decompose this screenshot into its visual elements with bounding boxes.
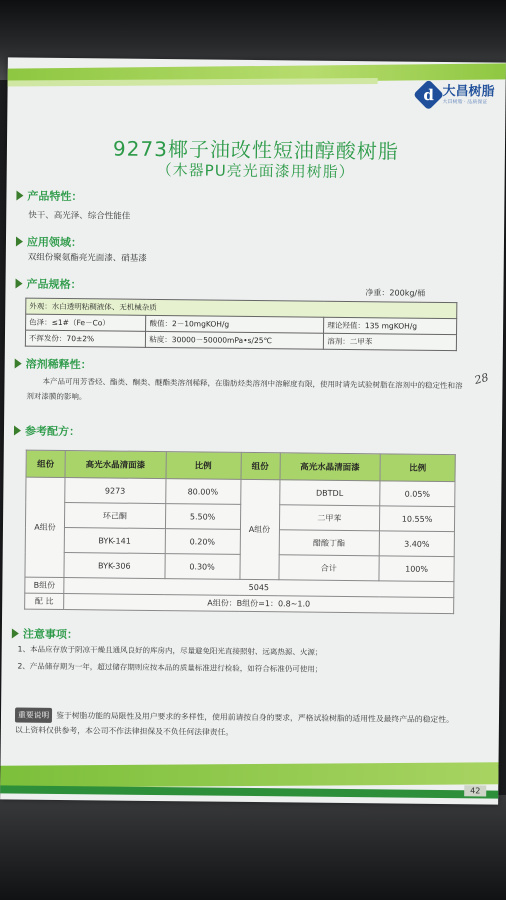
group-b-label: B组份 — [25, 577, 64, 593]
component-name: BYK-141 — [64, 528, 165, 554]
header-cell: 比例 — [380, 454, 455, 482]
component-ratio: 5.50% — [165, 504, 240, 530]
product-subtitle: （木器PU亮光面漆用树脂） — [156, 160, 355, 182]
spec-appearance: 外观：水白透明粘稠液体、无机械杂质 — [26, 298, 457, 319]
net-weight: 净重：200kg/桶 — [365, 288, 426, 298]
arrow-icon — [14, 425, 21, 435]
component-ratio: 0.05% — [380, 481, 455, 507]
solvent-heading: 溶剂稀释性： — [15, 356, 92, 373]
arrow-icon — [12, 628, 19, 638]
component-ratio: 10.55% — [379, 506, 454, 532]
component-ratio: 3.40% — [379, 531, 454, 557]
header-cell: 高光水晶清面漆 — [65, 451, 166, 479]
footer-green-band — [0, 762, 506, 788]
features-heading: 产品特性： — [16, 188, 82, 205]
logo-subtitle: 大昌树脂 · 品质保证 — [442, 98, 488, 106]
note-item: 1、本品应存放于阴凉干燥且通风良好的库房内，尽量避免阳光直接照射、远离热源、火源； — [17, 644, 323, 657]
spec-heading: 产品规格： — [15, 276, 81, 293]
application-heading: 应用领域： — [16, 234, 82, 251]
spec-acid: 酸值：2－10mgKOH/g — [146, 315, 324, 333]
logo-name: 大昌树脂 — [442, 83, 495, 100]
component-name: 9273 — [65, 478, 166, 504]
group-b-value: 5045 — [64, 578, 454, 598]
important-text: 鉴于树脂功能的局限性及用户要求的多样性，使用前请按自身的要求，严格试验树脂的适用性及最终产品的稳定性。 — [56, 710, 454, 725]
mix-value: A组份：B组份=1：0.8~1.0 — [64, 594, 454, 614]
application-text: 双组份聚氨酯亮光面漆、硝基漆 — [27, 252, 147, 264]
component-name: 合计 — [278, 555, 379, 581]
notes-list — [15, 641, 475, 680]
features-text: 快干、高光泽、综合性能佳 — [28, 210, 131, 222]
spec-hydroxyl: 理论羟值：135 mgKOH/g — [324, 317, 457, 334]
arrow-icon — [15, 359, 22, 369]
header-cell: 组份 — [26, 450, 65, 477]
spec-viscosity: 粘度：30000－50000mPa•s/25℃ — [146, 331, 324, 349]
solvent-text: 本产品可用芳香烃、酯类、酮类、醚酯类溶剂稀释，在脂肪烃类溶剂中溶解度有限，使用时请先试验树脂在溶剂中的稳定性和溶剂对漆膜的影响。 — [26, 376, 463, 402]
arrow-icon — [15, 279, 22, 289]
header-cell: 组份 — [240, 452, 279, 479]
mix-label: 配 比 — [25, 593, 64, 609]
spec-solid: 不挥发份：70±2% — [25, 330, 146, 347]
disclaimer-text: 以上资料仅供参考，本公司不作法律担保及不负任何法律责任。 — [14, 725, 234, 737]
component-name: 环己酮 — [64, 503, 165, 529]
header-cell: 比例 — [165, 452, 240, 480]
component-ratio: 80.00% — [165, 479, 240, 505]
background-bottom — [0, 795, 506, 900]
component-name: DBTDL — [279, 480, 380, 506]
arrow-icon — [16, 191, 23, 201]
component-name: 醋酸丁酯 — [279, 530, 380, 556]
notes-heading: 注意事项： — [12, 625, 78, 642]
arrow-icon — [16, 237, 23, 247]
footer-dark-band — [0, 785, 506, 798]
company-logo — [417, 82, 494, 109]
note-item: 2、产品储存期为一年，超过储存期则应按本品的质量标准进行检验，如符合标准仍可使用； — [17, 661, 323, 674]
component-name: BYK-306 — [64, 553, 165, 579]
important-label: 重要说明 — [15, 708, 52, 723]
page-number: 42 — [464, 785, 486, 796]
formula-table — [24, 450, 456, 614]
component-ratio: 0.30% — [164, 554, 239, 580]
logo-d-icon: d — [413, 79, 444, 110]
catalog-page — [0, 57, 506, 804]
header-light-band — [0, 78, 378, 87]
spec-color: 色泽：≤1#（Fe－Co） — [26, 314, 147, 331]
important-notice — [15, 708, 475, 743]
component-ratio: 100% — [379, 556, 454, 582]
handwritten-note: 28 — [473, 370, 490, 387]
component-name: 二甲苯 — [279, 505, 380, 531]
spec-table — [25, 298, 457, 352]
header-cell: 高光水晶清面漆 — [279, 453, 380, 481]
product-title: 9273椰子油改性短油醇酸树脂 — [112, 136, 400, 164]
group-a-label: A组份 — [25, 477, 65, 577]
spec-solvent: 溶剂：二甲苯 — [324, 333, 457, 350]
group-a-label: A组份 — [239, 479, 279, 579]
formula-heading: 参考配方： — [14, 422, 80, 439]
component-ratio: 0.20% — [165, 529, 240, 555]
